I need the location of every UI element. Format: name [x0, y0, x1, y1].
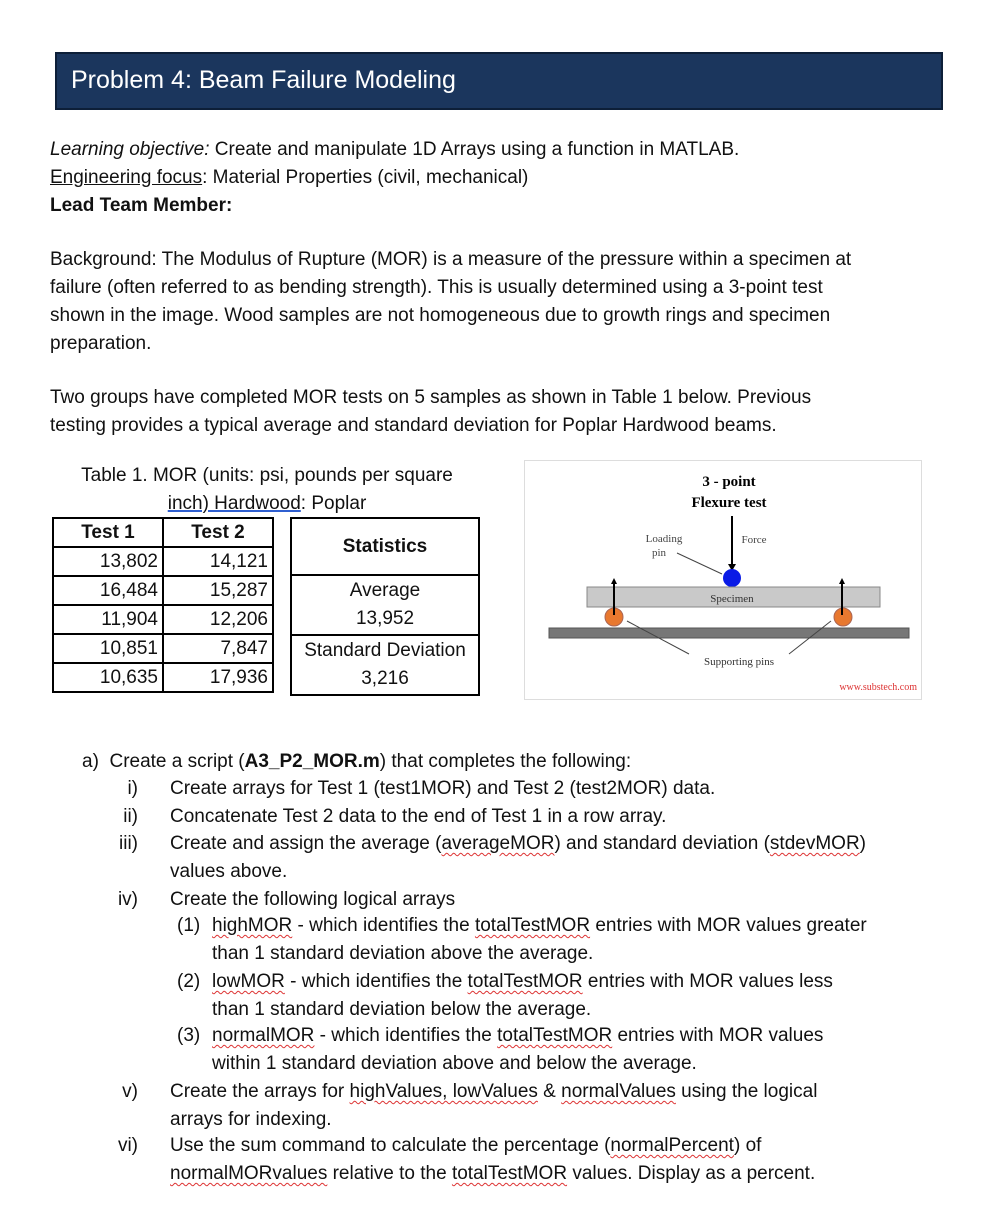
list-marker: v) — [122, 1081, 138, 1102]
focus-text: : Material Properties (civil, mechanical) — [202, 167, 529, 188]
script-name: A3_P2_MOR.m — [244, 751, 380, 772]
specimen-label: Specimen — [710, 593, 754, 605]
cell: 12,206 — [163, 605, 273, 634]
focus-label: Engineering focus — [50, 167, 203, 188]
task-a — [82, 748, 631, 776]
list-marker: (3) — [177, 1025, 201, 1046]
cell: 14,121 — [163, 547, 273, 576]
table-row — [53, 547, 273, 576]
text: than 1 standard deviation below the average. — [212, 999, 592, 1020]
text-line: preparation. — [50, 333, 152, 354]
variable: totalTestMOR — [497, 1025, 613, 1046]
task-iv-3 — [212, 1022, 823, 1078]
caption-line: Table 1. MOR (units: psi, pounds per square — [81, 465, 453, 486]
task-v — [170, 1078, 817, 1134]
cell: 7,847 — [163, 634, 273, 663]
list-marker: a) — [82, 751, 99, 772]
text-line: shown in the image. Wood samples are not homogeneous due to growth rings and specimen — [50, 305, 831, 326]
caption-text: : Poplar — [300, 493, 367, 514]
text: Use the sum command to calculate the percentage ( — [170, 1135, 611, 1156]
list-marker: iii) — [119, 833, 138, 854]
table-row — [53, 634, 273, 663]
text: - which identifies the — [284, 971, 468, 992]
variable: normalPercent — [610, 1135, 734, 1156]
caption-link: inch) Hardwood — [167, 493, 301, 514]
flexure-test-diagram — [524, 460, 922, 700]
intro-paragraph — [50, 384, 940, 440]
text: entries with MOR values greater — [590, 915, 867, 936]
variable: totalTestMOR — [474, 915, 591, 936]
supporting-pins-label: Supporting pins — [704, 656, 774, 668]
variable: averageMOR — [441, 833, 555, 854]
variable: stdevMOR — [769, 833, 860, 854]
variable: lowMOR — [212, 971, 285, 992]
cell: 17,936 — [163, 663, 273, 692]
text-line: Two groups have completed MOR tests on 5 samples as shown in Table 1 below. Previous — [50, 387, 812, 408]
task-iii — [170, 830, 866, 886]
problem-title: Problem 4: Beam Failure Modeling — [71, 66, 456, 94]
text: Create and assign the average ( — [170, 833, 442, 854]
text: - which identifies the — [314, 1025, 498, 1046]
text: within 1 standard deviation above and below the average. — [212, 1053, 697, 1074]
task-iv: Create the following logical arrays — [170, 889, 456, 910]
objective-text: Create and manipulate 1D Arrays using a function in MATLAB. — [209, 139, 740, 160]
average-cell — [291, 575, 479, 635]
image-credit: www.substech.com — [839, 682, 917, 693]
list-marker: i) — [127, 778, 138, 799]
problem-header — [55, 52, 943, 110]
variable: normalValues — [561, 1081, 676, 1102]
text: entries with MOR values less — [582, 971, 833, 992]
engineering-focus — [50, 164, 940, 192]
list-marker: ii) — [123, 806, 138, 827]
table-row — [53, 663, 273, 692]
text: relative to the — [327, 1163, 452, 1184]
list-marker: (2) — [177, 971, 201, 992]
variable: highValues, lowValues — [349, 1081, 538, 1102]
text: arrays for indexing. — [170, 1109, 332, 1130]
text: ) of — [733, 1135, 762, 1156]
objective-label: Learning objective: — [50, 139, 210, 160]
task-iv-1 — [212, 912, 867, 968]
text: than 1 standard deviation above the average. — [212, 943, 594, 964]
text: ) — [859, 833, 866, 854]
statistics-table — [290, 517, 480, 696]
loading-pin — [723, 569, 741, 587]
mor-table — [52, 517, 274, 693]
average-label: Average — [349, 580, 421, 601]
cell: 10,635 — [53, 663, 163, 692]
diagram-title: Flexure test — [691, 495, 767, 511]
header-test2: Test 2 — [163, 518, 273, 547]
diagram-title: 3 - point — [702, 474, 756, 490]
task-vi — [170, 1132, 815, 1188]
text: Create the arrays for — [170, 1081, 350, 1102]
pin-label: pin — [651, 547, 667, 559]
table-caption — [52, 462, 482, 518]
list-marker: vi) — [117, 1135, 138, 1156]
variable: totalTestMOR — [451, 1163, 568, 1184]
text: ) that completes the following: — [379, 751, 632, 772]
header-test1: Test 1 — [53, 518, 163, 547]
task-iv-2 — [212, 968, 833, 1024]
cell: 16,484 — [53, 576, 163, 605]
text: Create a script ( — [109, 751, 245, 772]
average-value: 13,952 — [355, 608, 415, 629]
variable: highMOR — [212, 915, 293, 936]
text: values. Display as a percent. — [567, 1163, 816, 1184]
background-paragraph — [50, 246, 940, 358]
list-marker: iv) — [117, 889, 138, 910]
text-line: testing provides a typical average and standard deviation for Poplar Hardwood beams. — [50, 415, 777, 436]
text: entries with MOR values — [612, 1025, 824, 1046]
text-line: failure (often referred to as bending strength). This is usually determined using a 3-point test — [50, 277, 823, 298]
text: & — [537, 1081, 562, 1102]
text: using the logical — [675, 1081, 818, 1102]
stdev-cell — [291, 635, 479, 695]
text-line: Background: The Modulus of Rupture (MOR) is a measure of the pressure within a specimen at — [50, 249, 852, 270]
stdev-value: 3,216 — [361, 668, 409, 689]
cell: 15,287 — [163, 576, 273, 605]
text: ) and standard deviation ( — [554, 833, 770, 854]
lead-team-member: Lead Team Member: — [50, 195, 233, 216]
caption-line — [52, 490, 482, 518]
variable: totalTestMOR — [467, 971, 583, 992]
cell: 10,851 — [53, 634, 163, 663]
variable: normalMORvalues — [170, 1163, 328, 1184]
learning-objective — [50, 136, 940, 164]
task-i: Create arrays for Test 1 (test1MOR) and Test 2 (test2MOR) data. — [170, 778, 716, 799]
cell: 11,904 — [53, 605, 163, 634]
text: values above. — [170, 861, 288, 882]
statistics-header: Statistics — [291, 518, 479, 575]
loading-label: Loading — [645, 533, 683, 545]
force-label: Force — [741, 534, 767, 546]
table-row — [53, 576, 273, 605]
cell: 13,802 — [53, 547, 163, 576]
task-ii: Concatenate Test 2 data to the end of Test 1 in a row array. — [170, 806, 667, 827]
variable: normalMOR — [212, 1025, 315, 1046]
stdev-label: Standard Deviation — [304, 640, 466, 661]
text: - which identifies the — [292, 915, 475, 936]
table-row — [53, 605, 273, 634]
list-marker: (1) — [177, 915, 201, 936]
base-support — [549, 628, 909, 638]
